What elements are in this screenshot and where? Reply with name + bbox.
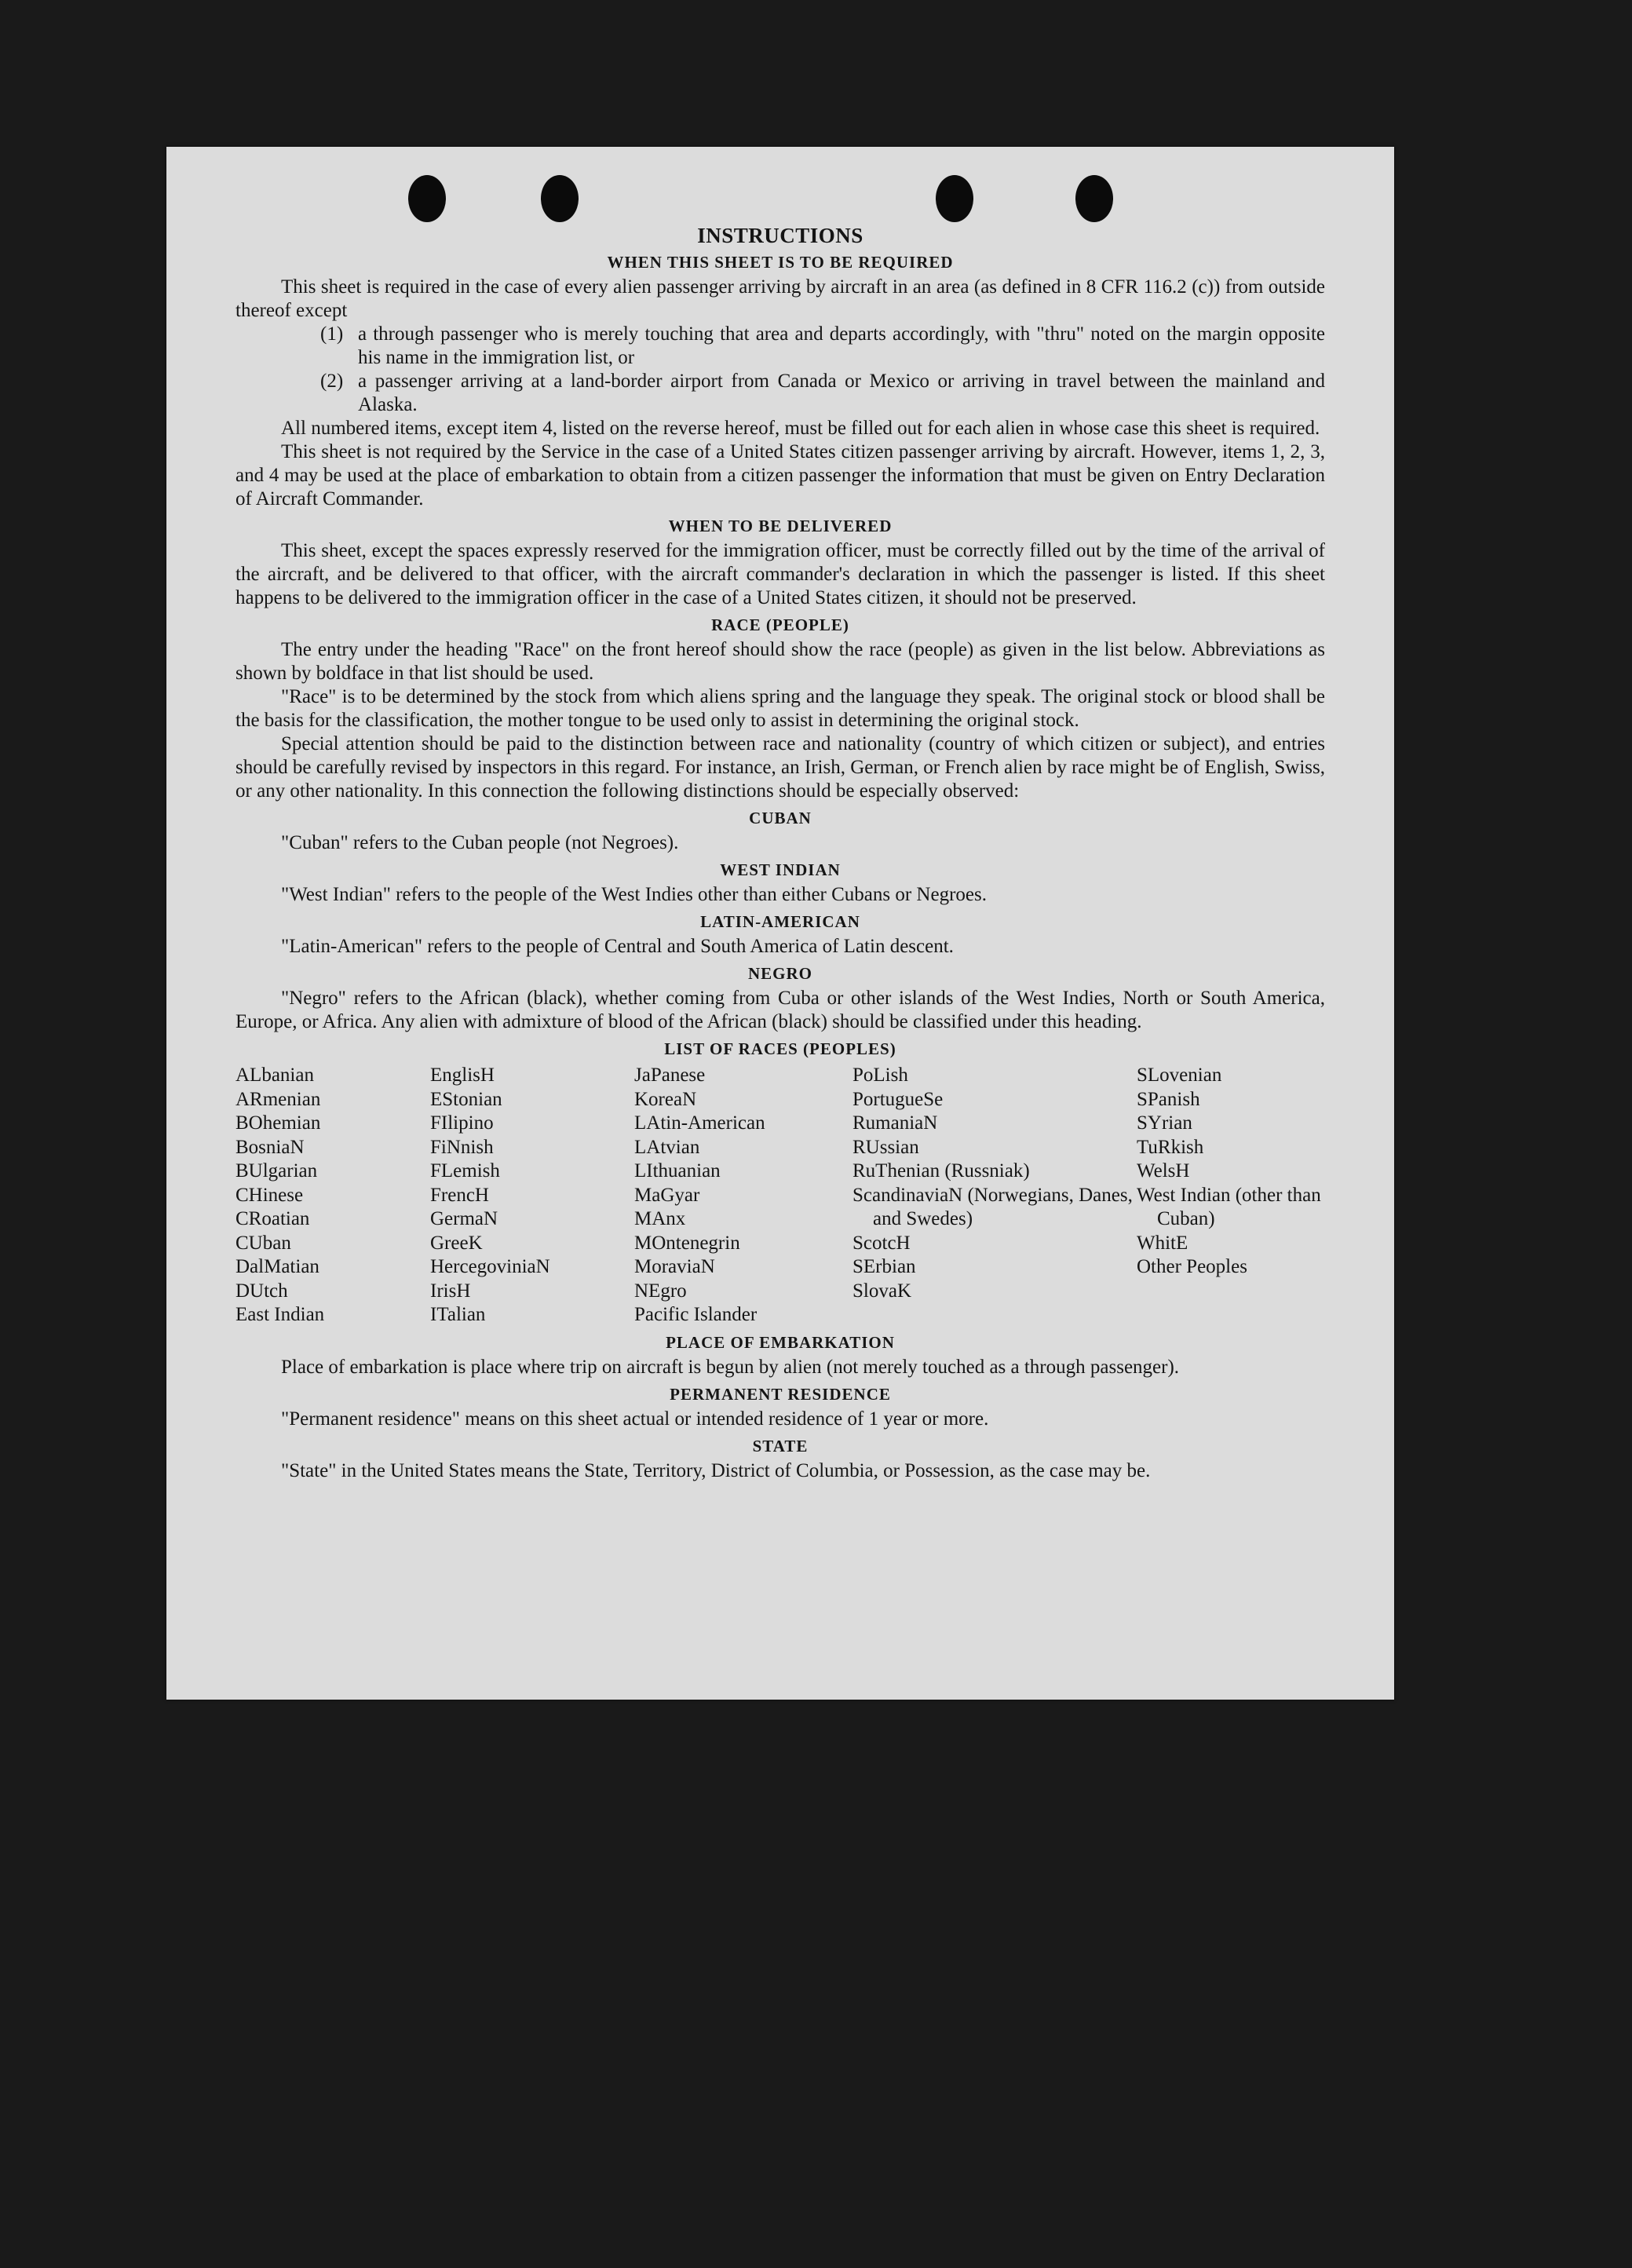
race-entry: HercegoviniaN [430, 1256, 550, 1277]
race-entry: SErbian [853, 1256, 916, 1277]
race-entry: ARmenian [235, 1088, 321, 1110]
race-entry: FIlipino [430, 1112, 494, 1134]
race-entry: WelsH [1137, 1160, 1190, 1181]
section-heading-negro: NEGRO [747, 964, 812, 983]
race-entry: RUssian [853, 1136, 919, 1158]
definition-west-indian: "West Indian" refers to the people of the West Indies other than either Cubans or Negroes. [281, 884, 987, 905]
punch-hole [936, 175, 973, 222]
race-entry: MAnx [634, 1208, 686, 1229]
paragraph-race-nationality: Special attention should be paid to the distinction between race and nationality (country of which citizen or subject), and entries should be carefully revised by inspectors in this regard. For instance, an Irish, German, or French alien by race might be of English, Swiss, or any other nationality. In this connection the following distinctions should be especially observed: [235, 733, 1325, 802]
race-entry: CRoatian [235, 1208, 310, 1229]
definition-permanent-residence: "Permanent residence" means on this sheet actual or intended residence of 1 year or more. [281, 1408, 989, 1430]
paragraph-citizen: This sheet is not required by the Service in the case of a United States citizen passenger arriving by aircraft. However, items 1, 2, 3, and 4 may be used at the place of embarkation to obtain from a citizen passenger the information that must be given on Entry Declaration of Aircraft Commander. [235, 441, 1325, 509]
race-entry: IrisH [430, 1280, 471, 1302]
instructions-body [235, 224, 1325, 1483]
race-entry: FiNnish [430, 1136, 494, 1158]
race-entry: MOntenegrin [634, 1232, 740, 1254]
race-entry: MoraviaN [634, 1256, 715, 1277]
section-heading-when-required: WHEN THIS SHEET IS TO BE REQUIRED [607, 253, 954, 272]
race-entry: RumaniaN [853, 1112, 938, 1134]
race-entry: FrencH [430, 1184, 489, 1206]
race-entry: East Indian [235, 1304, 325, 1325]
race-entry: WhitE [1137, 1232, 1188, 1254]
race-entry: SYrian [1137, 1112, 1192, 1134]
section-heading-cuban: CUBAN [749, 809, 812, 827]
exception-item [320, 323, 1325, 370]
section-heading-list-of-races: LIST OF RACES (PEOPLES) [664, 1039, 896, 1058]
race-entry: ITalian [430, 1304, 486, 1325]
race-entry: SPanish [1137, 1088, 1200, 1110]
section-heading-when-delivered: WHEN TO BE DELIVERED [668, 517, 893, 535]
definition-latin-american: "Latin-American" refers to the people of Central and South America of Latin descent. [281, 936, 954, 957]
race-entry: BUlgarian [235, 1160, 318, 1181]
race-entry: Pacific Islander [634, 1304, 758, 1325]
race-entry: LAtin-American [634, 1112, 765, 1134]
race-entry: EnglisH [430, 1065, 495, 1086]
race-entry: TuRkish [1137, 1136, 1204, 1158]
race-list [235, 1064, 1325, 1328]
page-title: INSTRUCTIONS [697, 224, 863, 247]
exception-text: a passenger arriving at a land-border airport from Canada or Mexico or arriving in travel between the mainland and Alaska. [358, 371, 1325, 415]
race-entry: SLovenian [1137, 1065, 1222, 1086]
race-entry: West Indian (other than Cuban) [1137, 1184, 1321, 1229]
race-entry: SlovaK [853, 1280, 911, 1302]
section-heading-race: RACE (PEOPLE) [711, 615, 849, 634]
exception-number: (1) [320, 323, 344, 345]
paragraph-required-intro: This sheet is required in the case of every alien passenger arriving by aircraft in an area (as defined in 8 CFR 116.2 (c)) from outside thereof except [235, 276, 1325, 321]
definition-state: "State" in the United States means the State, Territory, District of Columbia, or Possession, as the case may be. [281, 1459, 1151, 1481]
race-entry: LIthuanian [634, 1160, 721, 1181]
definition-cuban: "Cuban" refers to the Cuban people (not Negroes). [281, 832, 679, 853]
race-column [235, 1064, 430, 1328]
race-column [634, 1064, 853, 1328]
race-entry: ScandinaviaN (Norwegians, Danes, and Swedes) [853, 1184, 1133, 1229]
exception-item [320, 370, 1325, 417]
punch-hole [541, 175, 579, 222]
race-entry: RuThenian (Russniak) [853, 1160, 1030, 1181]
race-entry: KoreaN [634, 1088, 697, 1110]
race-entry: CUban [235, 1232, 291, 1254]
paragraph-numbered-items: All numbered items, except item 4, listed on the reverse hereof, must be filled out for each alien in whose case this sheet is required. [281, 418, 1320, 439]
race-entry: PortugueSe [853, 1088, 944, 1110]
race-entry: GermaN [430, 1208, 498, 1229]
race-column [430, 1064, 634, 1328]
race-entry: DUtch [235, 1280, 288, 1302]
race-column [853, 1064, 1137, 1328]
exception-number: (2) [320, 371, 344, 392]
race-entry: CHinese [235, 1184, 304, 1206]
race-entry: BOhemian [235, 1112, 321, 1134]
section-heading-permanent-residence: PERMANENT RESIDENCE [670, 1384, 891, 1404]
race-entry: EStonian [430, 1088, 502, 1110]
section-heading-place-of-embarkation: PLACE OF EMBARKATION [666, 1332, 895, 1352]
paragraph-delivery: This sheet, except the spaces expressly reserved for the immigration officer, must be correctly filled out by the time of the arrival of the aircraft, and be delivered to that officer, with the aircraft commander's declaration in which the passenger is listed. If this sheet happens to be delivered to the immigration officer in the case of a United States citizen, it should not be preserved. [235, 540, 1325, 608]
race-entry: MaGyar [634, 1184, 700, 1206]
section-heading-state: STATE [752, 1436, 809, 1455]
punch-hole [1075, 175, 1113, 222]
definition-negro: "Negro" refers to the African (black), whether coming from Cuba or other islands of the West Indies, North or South America, Europe, or Africa. Any alien with admixture of blood of the African (black) should be classified under this heading. [235, 988, 1325, 1032]
race-entry: ALbanian [235, 1065, 314, 1086]
section-heading-west-indian: WEST INDIAN [720, 860, 841, 879]
race-entry: LAtvian [634, 1136, 700, 1158]
race-entry: FLemish [430, 1160, 500, 1181]
race-entry: ScotcH [853, 1232, 911, 1254]
race-entry: BosniaN [235, 1136, 305, 1158]
paragraph-race-stock: "Race" is to be determined by the stock from which aliens spring and the language they speak. The original stock or blood shall be the basis for the classification, the mother tongue to be used only to assist in determining the original stock. [235, 686, 1325, 731]
race-entry: GreeK [430, 1232, 483, 1254]
exception-text: a through passenger who is merely touching that area and departs accordingly, with "thru" noted on the margin opposite his name in the immigration list, or [358, 323, 1325, 368]
punch-hole [408, 175, 446, 222]
race-column [1137, 1064, 1325, 1328]
definition-place-of-embarkation: Place of embarkation is place where trip on aircraft is begun by alien (not merely touched as a through passenger). [281, 1356, 1180, 1378]
race-entry: PoLish [853, 1065, 908, 1086]
section-heading-latin-american: LATIN-AMERICAN [700, 912, 860, 931]
race-entry: JaPanese [634, 1065, 706, 1086]
race-entry: Other Peoples [1137, 1256, 1247, 1277]
race-entry: DalMatian [235, 1256, 319, 1277]
instruction-sheet [166, 147, 1394, 1700]
race-entry: NEgro [634, 1280, 687, 1302]
paragraph-race-entry: The entry under the heading "Race" on the front hereof should show the race (people) as given in the list below. Abbreviations as shown by boldface in that list should be used. [235, 639, 1325, 684]
